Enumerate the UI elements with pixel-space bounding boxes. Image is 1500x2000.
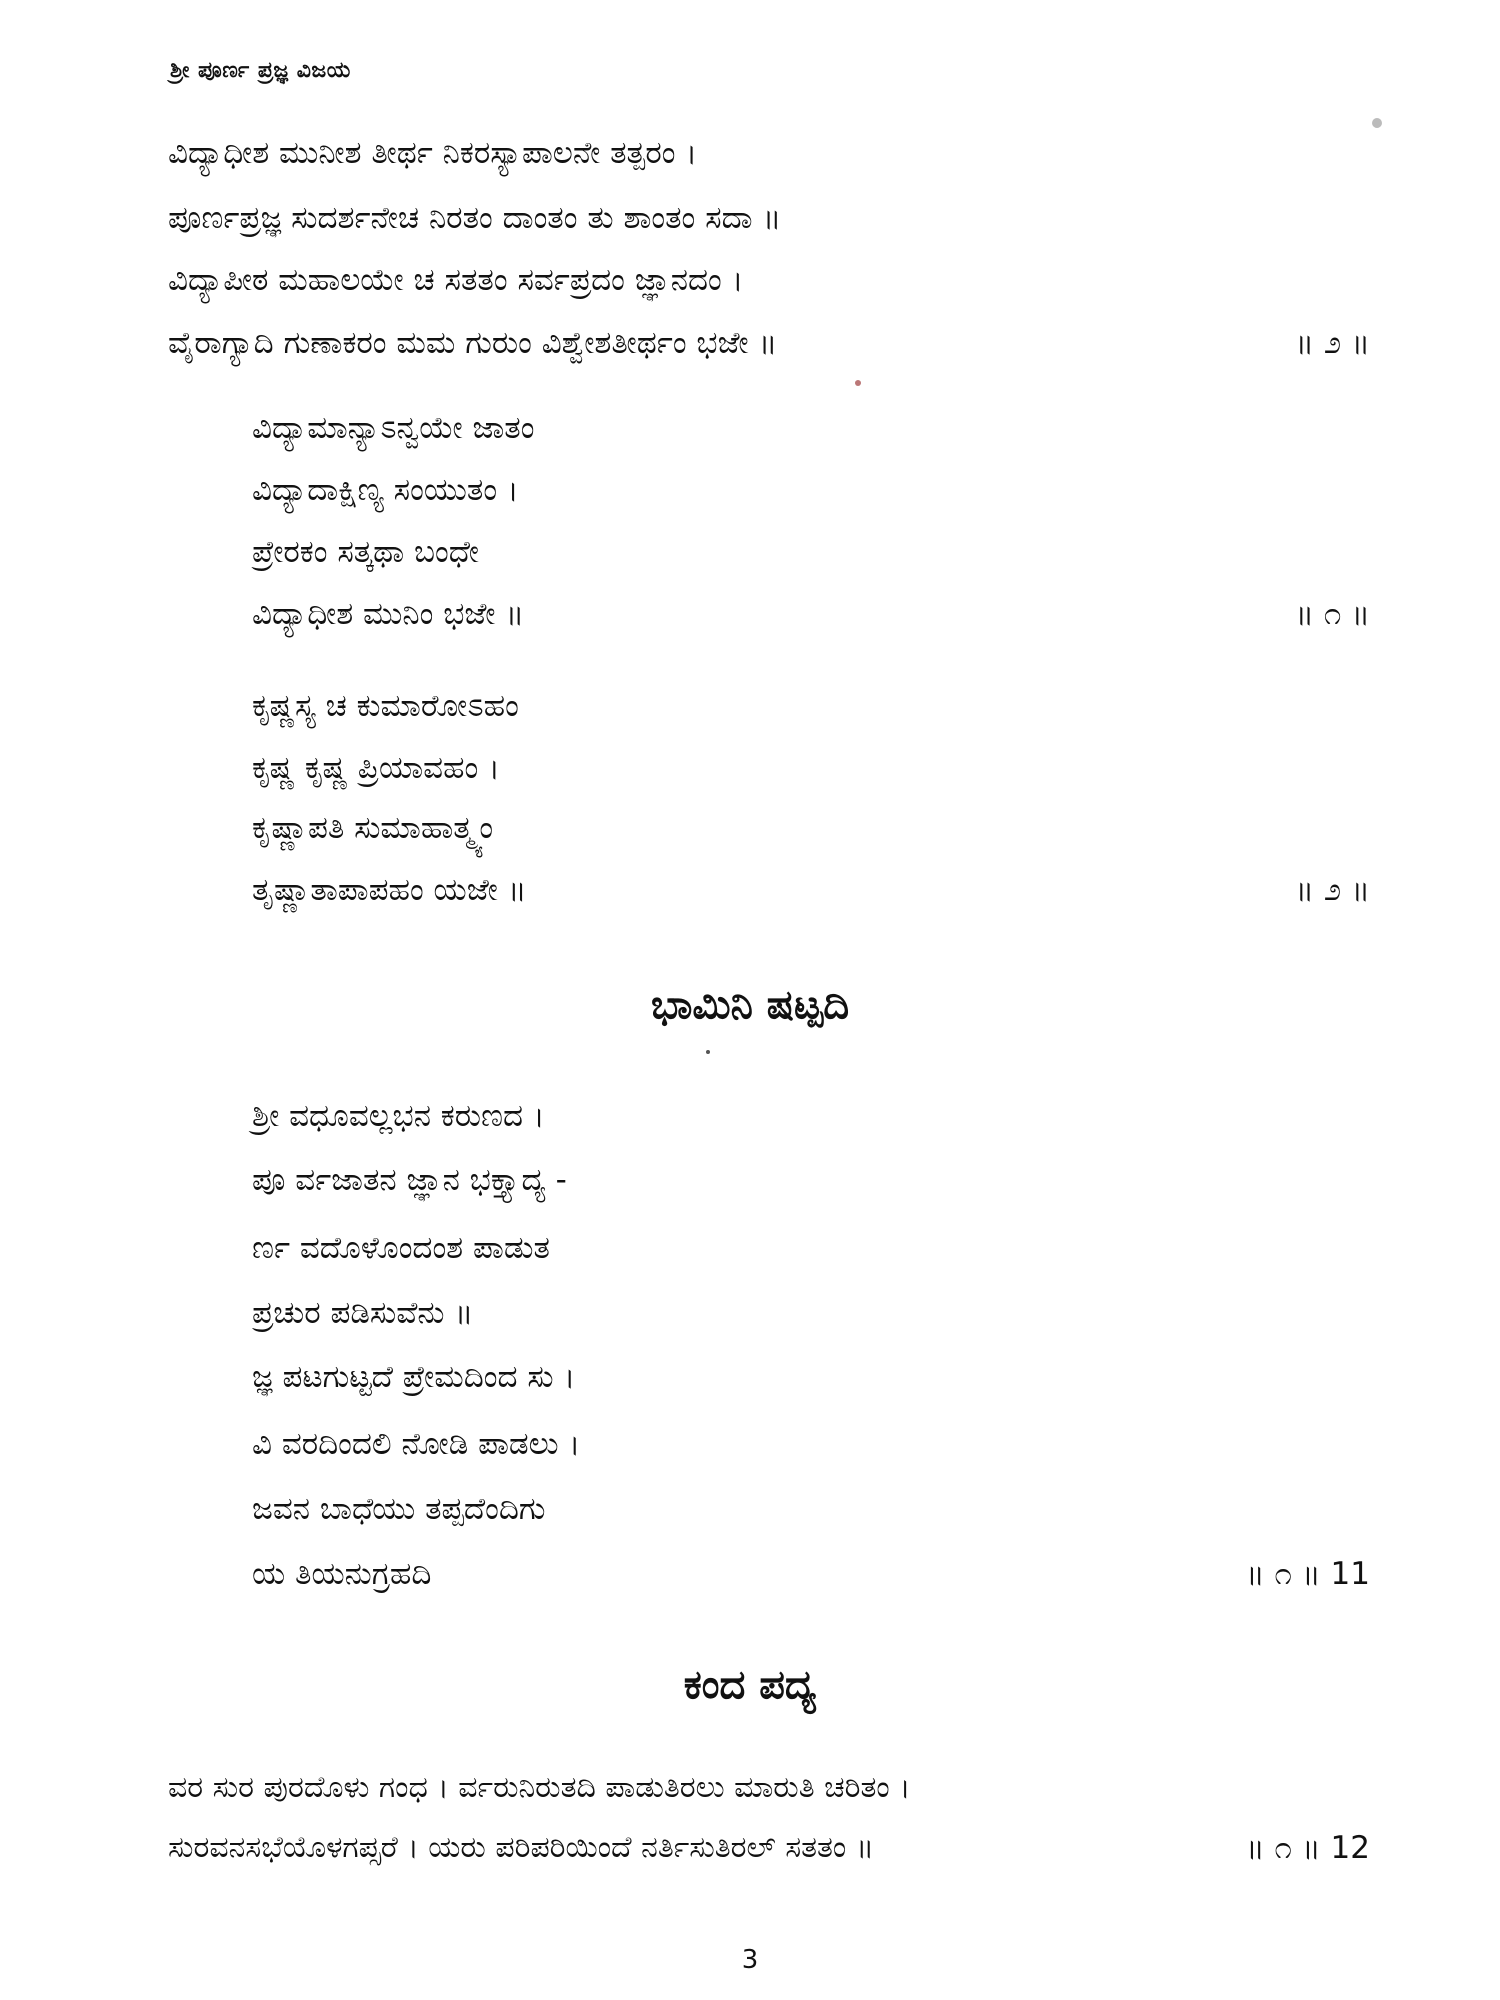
section1-number: ॥ ೧ ॥ 11 xyxy=(1245,1556,1370,1592)
scan-speck xyxy=(1372,118,1382,128)
section1-line-7: ಜವನ ಬಾಧೆಯು ತಪ್ಪದೆಂದಿಗು xyxy=(252,1491,546,1527)
section-heading-kanda: ಕಂದ ಪದ್ಯ xyxy=(683,1662,817,1708)
section1-line-5: ಜ್ಞ ಪಟಗುಟ್ಟದೆ ಪ್ರೇಮದಿಂದ ಸು । xyxy=(252,1359,576,1395)
verse2-line-1: ವಿದ್ಯಾಮಾನ್ಯಾಽನ್ವಯೇ ಜಾತಂ xyxy=(252,410,535,446)
section1-line-8: ಯ ತಿಯನುಗ್ರಹದಿ xyxy=(252,1556,432,1592)
section1-line-6: ವಿ ವರದಿಂದಲಿ ನೋಡಿ ಪಾಡಲು । xyxy=(252,1426,581,1462)
verse1-line-2: ಪೂರ್ಣಪ್ರಜ್ಞ ಸುದರ್ಶನೇಚ ನಿರತಂ ದಾಂತಂ ತು ಶಾಂತಂ ಸದಾ ॥ xyxy=(168,200,782,236)
verse3-line-2: ಕೃಷ್ಣ ಕೃಷ್ಣ ಪ್ರಿಯಾವಹಂ । xyxy=(252,750,500,786)
verse1-line-3: ವಿದ್ಯಾಪೀಠ ಮಹಾಲಯೇ ಚ ಸತತಂ ಸರ್ವಪ್ರದಂ ಜ್ಞಾನದಂ । xyxy=(168,262,744,298)
verse3-number: ॥ ೨ ॥ xyxy=(1295,872,1370,908)
scan-speck xyxy=(855,380,861,386)
verse3-line-3: ಕೃಷ್ಣಾಪತಿ ಸುಮಾಹಾತ್ಮ್ಯಂ xyxy=(252,810,494,846)
verse1-line-1: ವಿದ್ಯಾಧೀಶ ಮುನೀಶ ತೀರ್ಥ ನಿಕರಸ್ಯಾಪಾಲನೇ ತತ್ಪರಂ । xyxy=(168,135,698,171)
section2-number: ॥ ೧ ॥ 12 xyxy=(1245,1830,1370,1866)
verse2-line-3: ಪ್ರೇರಕಂ ಸತ್ಕಥಾ ಬಂಧೇ xyxy=(252,534,479,570)
page-number: 3 xyxy=(741,1945,759,1975)
verse1-number: ॥ ೨ ॥ xyxy=(1295,325,1370,361)
verse1-line-4: ವೈರಾಗ್ಯಾದಿ ಗುಣಾಕರಂ ಮಮ ಗುರುಂ ವಿಶ್ವೇಶತೀರ್ಥಂ ಭಜೇ ॥ xyxy=(168,325,778,361)
section1-line-2: ಪೂ ರ್ವಜಾತನ ಜ್ಞಾನ ಭಕ್ತ್ಯಾದ್ಯ - xyxy=(252,1162,567,1198)
verse2-line-2: ವಿದ್ಯಾದಾಕ್ಷಿಣ್ಯ ಸಂಯುತಂ । xyxy=(252,472,519,508)
verse2-line-4: ವಿದ್ಯಾಧೀಶ ಮುನಿಂ ಭಜೇ ॥ xyxy=(252,596,525,632)
section1-line-1: ಶ್ರೀ ವಧೂವಲ್ಲಭನ ಕರುಣದ । xyxy=(252,1098,545,1134)
section1-line-4: ಪ್ರಚುರ ಪಡಿಸುವೆನು ॥ xyxy=(252,1295,474,1331)
verse3-line-1: ಕೃಷ್ಣಸ್ಯ ಚ ಕುಮಾರೋಽಹಂ xyxy=(252,688,519,724)
verse3-line-4: ತೃಷ್ಣಾತಾಪಾಪಹಂ ಯಜೇ ॥ xyxy=(252,872,527,908)
section2-line-2: ಸುರವನಸಭೆಯೊಳಗಪ್ಸರೆ । ಯರು ಪರಿಪರಿಯಿಂದೆ ನರ್ತಿಸುತಿರಲ್ ಸತತಂ ॥ xyxy=(168,1830,875,1865)
scan-speck xyxy=(706,1050,710,1054)
section-heading-bhamini: ಭಾಮಿನಿ ಷಟ್ಪದಿ xyxy=(650,982,850,1028)
section1-line-3: ರ್ಣ ವದೊಳೊಂದಂಶ ಪಾಡುತ xyxy=(252,1230,550,1266)
verse2-number: ॥ ೧ ॥ xyxy=(1295,596,1370,632)
section2-line-1: ವರ ಸುರ ಪುರದೊಳು ಗಂಧ । ರ್ವರುನಿರುತದಿ ಪಾಡುತಿರಲು ಮಾರುತಿ ಚರಿತಂ । xyxy=(168,1770,911,1805)
running-header: ಶ್ರೀ ಪೂರ್ಣ ಪ್ರಜ್ಞ ವಿಜಯ xyxy=(170,58,351,83)
